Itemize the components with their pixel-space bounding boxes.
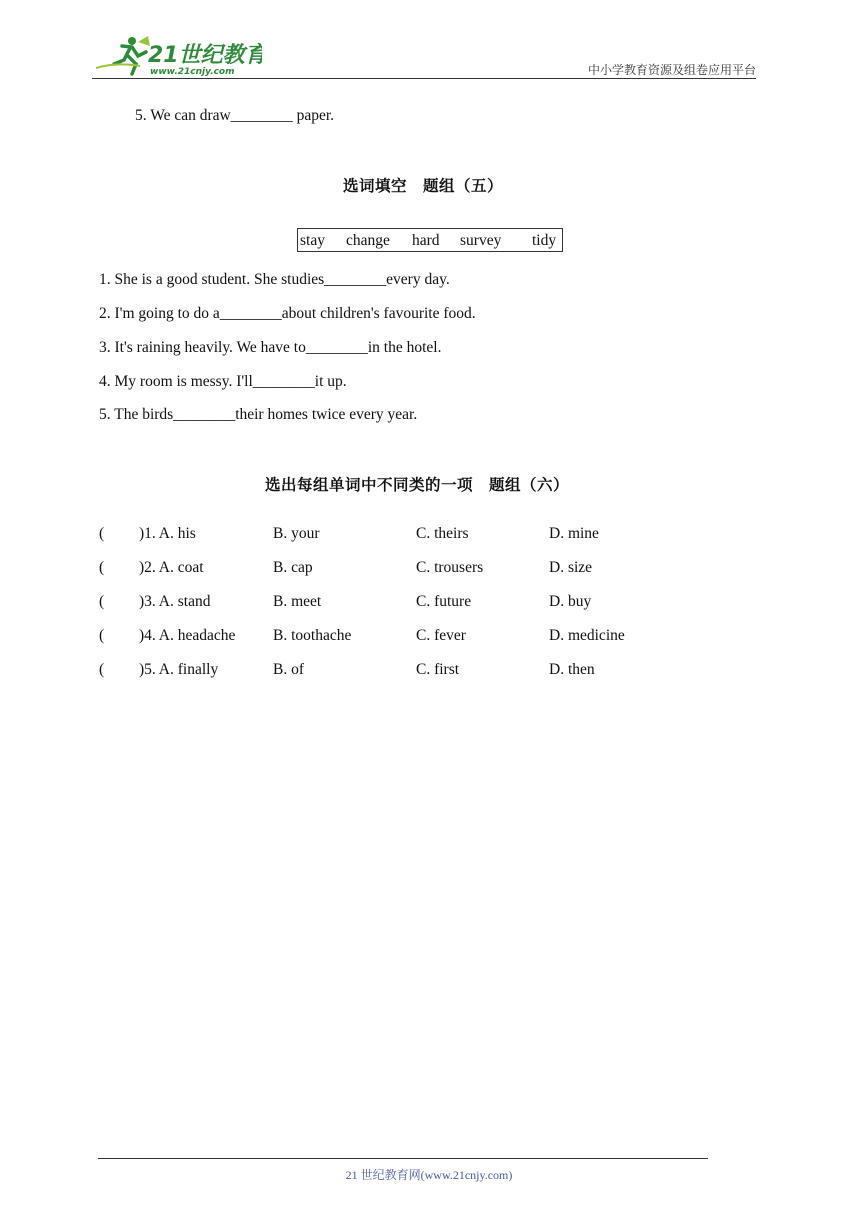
- question-item: 4. My room is messy. I'll________it up.: [99, 373, 347, 390]
- word-bank-box: [297, 228, 563, 252]
- option-a: )2. A. coat: [139, 559, 204, 576]
- site-logo: [92, 32, 262, 80]
- choice-row: [0, 524, 860, 544]
- header-divider: [92, 78, 756, 79]
- option-c: C. theirs: [416, 525, 469, 542]
- choice-row: [0, 660, 860, 680]
- section-title-6: 选出每组单词中不同类的一项 题组（六）: [265, 476, 570, 494]
- answer-paren: (: [99, 525, 105, 542]
- question-item: 3. It's raining heavily. We have to________in the hotel.: [99, 339, 442, 356]
- answer-paren: (: [99, 593, 105, 610]
- word-bank-item: hard: [412, 232, 440, 249]
- option-d: D. medicine: [549, 627, 625, 644]
- runner-logo-icon: [92, 32, 262, 80]
- question-item: 1. She is a good student. She studies________every day.: [99, 271, 450, 288]
- word-bank-item: stay: [300, 232, 325, 249]
- option-d: D. buy: [549, 593, 592, 610]
- option-d: D. mine: [549, 525, 599, 542]
- header-platform-text: 中小学教育资源及组卷应用平台: [587, 63, 756, 77]
- option-c: C. future: [416, 593, 472, 610]
- answer-paren: (: [99, 627, 105, 644]
- option-a: )4. A. headache: [139, 627, 236, 644]
- option-a: )3. A. stand: [139, 593, 211, 610]
- option-b: B. cap: [273, 559, 313, 576]
- word-bank-item: survey: [460, 232, 502, 249]
- option-d: D. then: [549, 661, 595, 678]
- option-b: B. toothache: [273, 627, 352, 644]
- logo-url: www.21cnjy.com: [150, 67, 235, 77]
- option-b: B. your: [273, 525, 320, 542]
- choice-row: [0, 626, 860, 646]
- logo-text: 21世纪教育: [148, 43, 262, 68]
- option-b: B. meet: [273, 593, 322, 610]
- choice-row: [0, 592, 860, 612]
- option-c: C. first: [416, 661, 460, 678]
- footer-text: 21 世纪教育网(www.21cnjy.com): [345, 1168, 513, 1182]
- question-item: 5. We can draw________ paper.: [135, 107, 335, 124]
- option-a: )1. A. his: [139, 525, 196, 542]
- section-title-5: 选词填空 题组（五）: [343, 177, 504, 195]
- question-item: 2. I'm going to do a________about children's favourite food.: [99, 305, 476, 322]
- word-bank-item: tidy: [532, 232, 557, 249]
- option-a: )5. A. finally: [139, 661, 219, 678]
- footer-divider: [98, 1158, 708, 1159]
- word-bank-item: change: [346, 232, 390, 249]
- choice-row: [0, 558, 860, 578]
- option-d: D. size: [549, 559, 593, 576]
- question-item: 5. The birds________their homes twice every year.: [99, 406, 418, 423]
- option-b: B. of: [273, 661, 304, 678]
- answer-paren: (: [99, 559, 105, 576]
- answer-paren: (: [99, 661, 105, 678]
- option-c: C. fever: [416, 627, 466, 644]
- option-c: C. trousers: [416, 559, 484, 576]
